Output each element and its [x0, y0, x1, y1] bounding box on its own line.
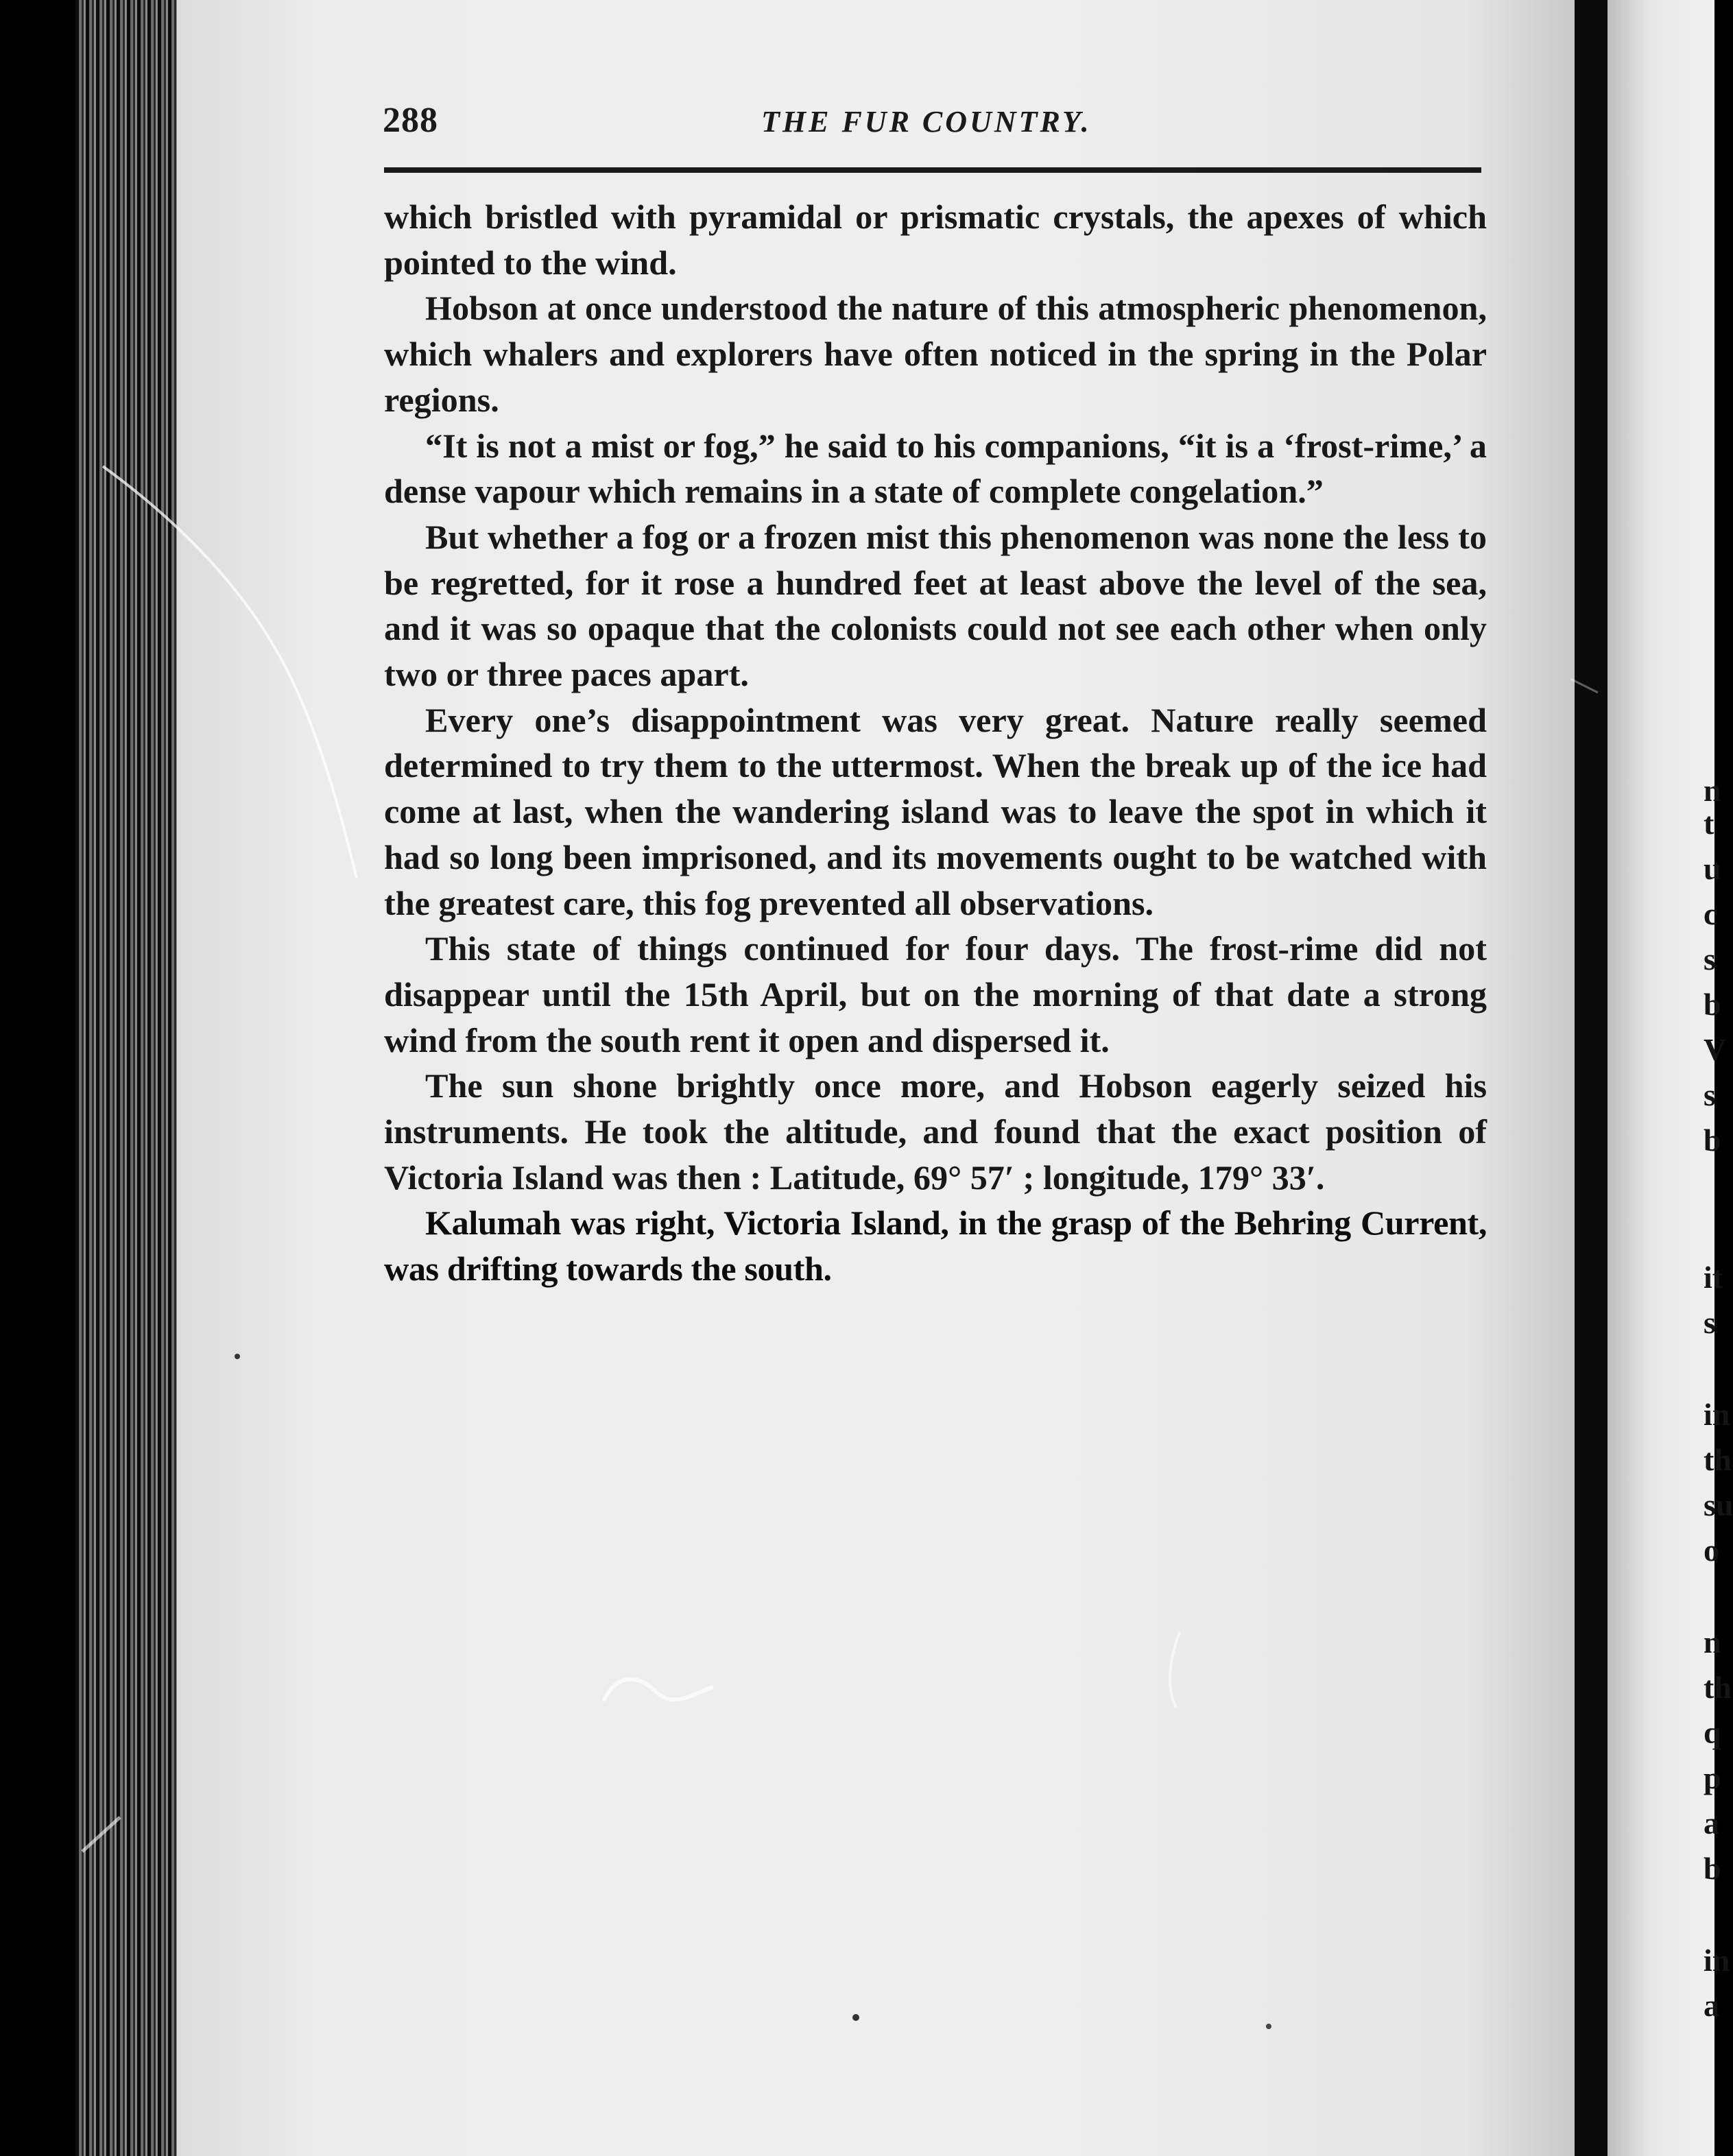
paragraph: But whether a fog or a frozen mist this phenomenon was none the less to be regretted, for it rose a hundred feet at least above the level of the sea, and it was so opaque that the colonists could not see each other when only two or three paces apart. [384, 517, 1487, 694]
facing-page-fragment: a [1704, 1988, 1719, 2023]
paragraph: Kalumah was right, Victoria Island, in the grasp of the Behring Current, was drifting towards the south. [384, 1203, 1487, 1289]
facing-page-fragment: n [1704, 773, 1721, 808]
page-gutter [1575, 0, 1607, 2156]
facing-page-fragment: it [1704, 1260, 1723, 1295]
paragraph: Every one’s disappointment was very great. Nature really seemed determined to try them to the uttermost. When the break up of the ice had come at last, when the wandering island was to leave the spot in which it had so long been imprisoned, and its movements ought to be watched with the greatest care, this fog prevented all observations. [384, 700, 1487, 922]
facing-page-fragment: in [1704, 1397, 1730, 1432]
facing-page-fragment: c [1704, 896, 1718, 931]
facing-page-fragment: s [1704, 1077, 1716, 1112]
header-rule [384, 167, 1481, 173]
facing-page-fragment: p [1704, 1760, 1721, 1795]
facing-page-fragment: s [1704, 1305, 1716, 1340]
facing-page-fragment: b [1704, 987, 1721, 1022]
facing-page-fragment: th [1704, 1670, 1732, 1705]
facing-page-fragment: th [1704, 1442, 1732, 1477]
facing-page-fragment: su [1704, 1487, 1733, 1522]
book-title: THE FUR COUNTRY. [761, 105, 1092, 139]
paragraph: which bristled with pyramidal or prismatic crystals, the apexes of which pointed to the wind. [384, 197, 1487, 282]
facing-page-fragment: V [1704, 1032, 1727, 1067]
facing-page-fragment: t [1704, 806, 1714, 841]
facing-page-fragment: q [1704, 1715, 1721, 1750]
facing-page-fragment: n [1704, 1625, 1721, 1660]
running-head [383, 81, 1480, 143]
facing-page-fragment: b [1704, 1851, 1721, 1886]
facing-page-fragment: u [1704, 851, 1721, 886]
paragraph: The sun shone brightly once more, and Hobson eagerly seized his instruments. He took the altitude, and found that the exact position of Victoria Island was then : Latitude, 69° 57′ ; longitude, 179° 33′. [384, 1066, 1487, 1197]
facing-page [1607, 0, 1733, 2156]
paragraph: This state of things continued for four days. The frost-rime did not disappear until the 15th April, but on the morning of that date a strong wind from the south rent it open and dispersed it. [384, 929, 1487, 1059]
body-text [384, 194, 1487, 1292]
page-edge-stack [75, 0, 178, 2156]
facing-page-fragment: s [1704, 942, 1716, 977]
facing-page-fragment: o [1704, 1533, 1719, 1568]
paragraph: “It is not a mist or fog,” he said to his companions, “it is a ‘frost-rime,’ a dense vapour which remains in a state of complete congelation.” [384, 426, 1487, 511]
facing-page-fragment: b [1704, 1123, 1721, 1158]
facing-page-fragment: in [1704, 1943, 1730, 1978]
page-number: 288 [383, 101, 438, 140]
facing-page-fragment: a [1704, 1806, 1719, 1841]
paragraph: Hobson at once understood the nature of this atmospheric phenomenon, which whalers and explorers have often noticed in the spring in the Polar regions. [384, 289, 1487, 419]
